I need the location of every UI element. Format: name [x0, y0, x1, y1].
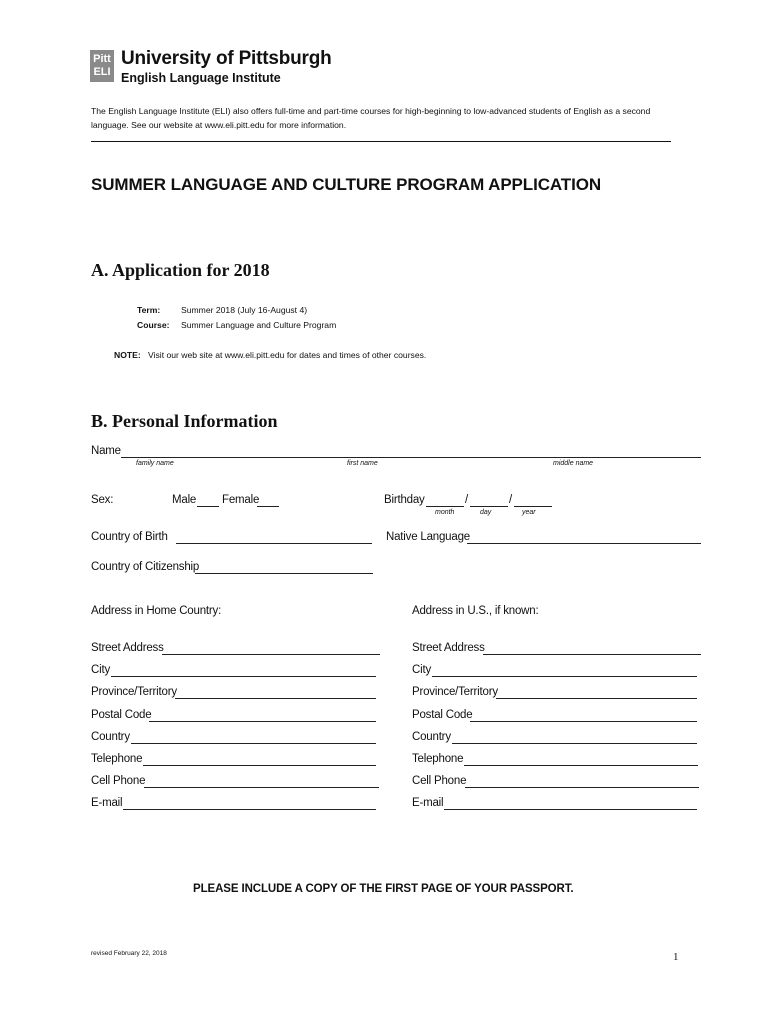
middle-name-caption: middle name [553, 460, 594, 467]
logo-line-pitt: Pitt [93, 53, 111, 65]
country-of-birth-line[interactable] [176, 543, 372, 544]
us-telephone-label: Telephone [412, 753, 464, 765]
term-label: Term: [137, 305, 161, 315]
birthday-year-line[interactable] [514, 506, 552, 507]
home-city-line[interactable] [111, 676, 376, 677]
pitt-eli-logo [90, 50, 114, 82]
country-of-citizenship-line[interactable] [195, 573, 373, 574]
home-country-line[interactable] [131, 743, 376, 744]
section-a-heading: A. Application for 2018 [91, 260, 270, 280]
us-telephone-line[interactable] [464, 765, 698, 766]
home-street-label: Street Address [91, 642, 164, 654]
us-street-line[interactable] [483, 654, 701, 655]
note-label: NOTE: [114, 350, 141, 360]
day-caption: day [480, 509, 492, 516]
birthday-slash-1: / [465, 494, 468, 506]
native-language-label: Native Language [386, 531, 470, 543]
intro-line-1: The English Language Institute (ELI) also offers full-time and part-time courses for high-beginning to low-advanced students of English as a second [91, 106, 651, 116]
section-b-heading: B. Personal Information [91, 411, 278, 431]
passport-note: PLEASE INCLUDE A COPY OF THE FIRST PAGE OF YOUR PASSPORT. [193, 883, 574, 895]
birthday-label: Birthday [384, 494, 425, 506]
home-telephone-line[interactable] [143, 765, 376, 766]
name-input-line[interactable] [121, 457, 701, 458]
sex-label: Sex: [91, 494, 114, 506]
term-value: Summer 2018 (July 16-August 4) [181, 305, 308, 315]
course-label: Course: [137, 320, 170, 330]
logo-line-eli: ELI [93, 66, 111, 78]
country-of-birth-label: Country of Birth [91, 531, 168, 543]
home-country-label: Country [91, 731, 130, 743]
course-value: Summer Language and Culture Program [181, 320, 337, 330]
institute-name: English Language Institute [121, 71, 281, 85]
us-email-line[interactable] [444, 809, 697, 810]
name-label: Name [91, 445, 121, 457]
native-language-line[interactable] [467, 543, 701, 544]
note-text: Visit our web site at www.eli.pitt.edu for dates and times of other courses. [148, 350, 427, 360]
revised-date: revised February 22, 2018 [91, 950, 167, 957]
home-province-line[interactable] [175, 698, 376, 699]
female-input-line[interactable] [257, 506, 279, 507]
male-label: Male [172, 494, 197, 506]
male-input-line[interactable] [197, 506, 219, 507]
home-telephone-label: Telephone [91, 753, 143, 765]
university-name: University of Pittsburgh [121, 48, 332, 69]
first-name-caption: first name [347, 460, 378, 467]
us-cellphone-label: Cell Phone [412, 775, 467, 787]
home-cellphone-line[interactable] [144, 787, 379, 788]
us-cellphone-line[interactable] [465, 787, 699, 788]
home-street-line[interactable] [162, 654, 380, 655]
us-city-label: City [412, 664, 432, 676]
us-province-label: Province/Territory [412, 686, 498, 698]
us-postal-line[interactable] [470, 721, 697, 722]
us-street-label: Street Address [412, 642, 485, 654]
home-city-label: City [91, 664, 111, 676]
us-city-line[interactable] [432, 676, 697, 677]
home-email-line[interactable] [123, 809, 376, 810]
page-title: SUMMER LANGUAGE AND CULTURE PROGRAM APPLICATION [91, 175, 602, 194]
header-divider [91, 141, 671, 142]
us-email-label: E-mail [412, 797, 444, 809]
country-of-citizenship-label: Country of Citizenship [91, 561, 200, 573]
female-label: Female [222, 494, 260, 506]
home-postal-label: Postal Code [91, 709, 152, 721]
birthday-month-line[interactable] [426, 506, 464, 507]
family-name-caption: family name [136, 460, 174, 467]
us-province-line[interactable] [496, 698, 697, 699]
home-address-heading: Address in Home Country: [91, 605, 222, 617]
home-postal-line[interactable] [149, 721, 376, 722]
page-number: 1 [673, 951, 679, 963]
us-address-heading: Address in U.S., if known: [412, 605, 539, 617]
home-cellphone-label: Cell Phone [91, 775, 146, 787]
intro-line-2: language. See our website at www.eli.pitt.edu for more information. [91, 120, 347, 130]
home-province-label: Province/Territory [91, 686, 177, 698]
month-caption: month [435, 509, 455, 516]
us-country-line[interactable] [452, 743, 697, 744]
home-email-label: E-mail [91, 797, 123, 809]
us-country-label: Country [412, 731, 451, 743]
birthday-day-line[interactable] [470, 506, 508, 507]
birthday-slash-2: / [509, 494, 512, 506]
us-postal-label: Postal Code [412, 709, 473, 721]
year-caption: year [522, 509, 536, 516]
